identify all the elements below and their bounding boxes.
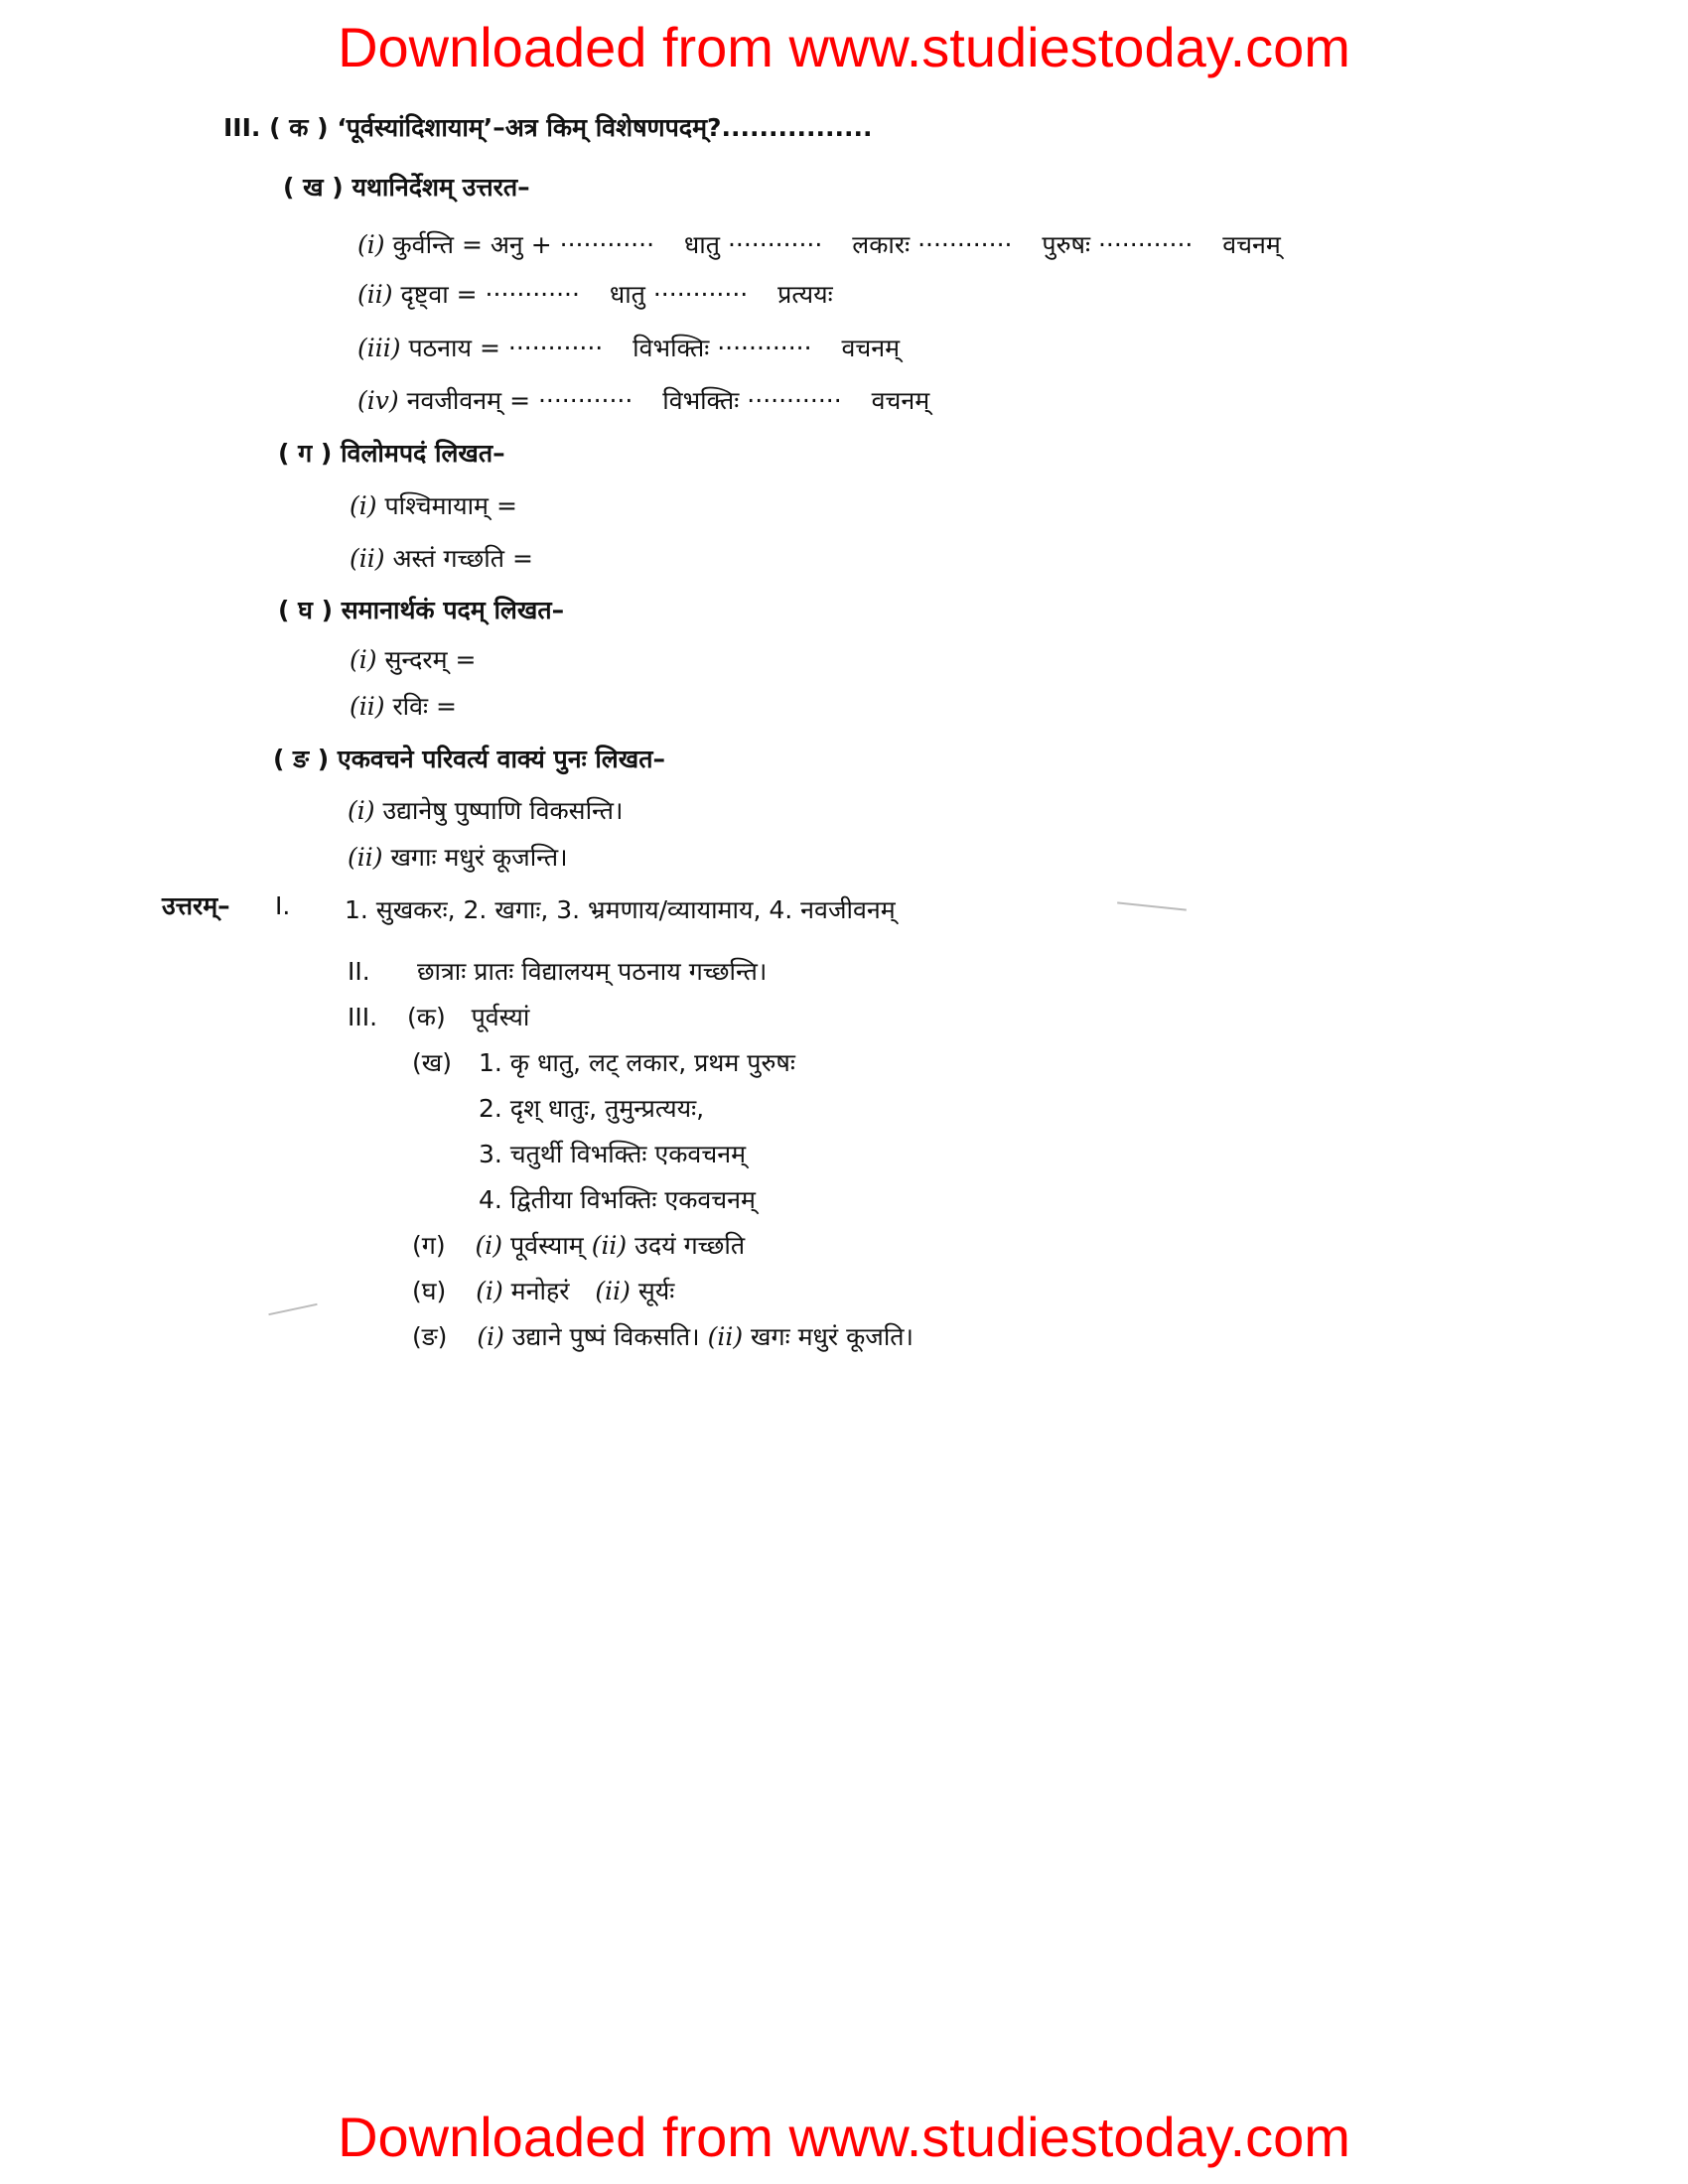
q3-nga-label: ( ङ )	[273, 745, 330, 773]
q3-ga-heading-line	[278, 437, 505, 471]
q3-ka-label: ( क )	[269, 113, 329, 142]
q3-kha-item-2	[357, 278, 833, 312]
q3-nga-heading-line	[273, 743, 665, 776]
answer-iii-gha-label: (घ)	[412, 1277, 447, 1305]
answer-iii-ka-line	[348, 1001, 529, 1034]
item-number: (i)	[348, 796, 375, 825]
answer-ii-number: II.	[348, 957, 370, 986]
item-text: रविः =	[392, 692, 457, 721]
answer-i-text: 1. सुखकरः, 2. खगाः, 3. भ्रमणाय/व्यायामाय, 4. नवजीवनम्	[345, 895, 896, 924]
answer-label: उत्तरम्–	[162, 891, 230, 920]
item-text: उद्याने पुष्पं विकसति।	[511, 1322, 700, 1351]
item-number: (i)	[477, 1322, 504, 1351]
item-text: पश्चिमायाम् =	[384, 491, 517, 520]
item-segment: दृष्ट्वा = ············	[400, 280, 580, 309]
item-number: (ii)	[707, 1322, 744, 1351]
q3-kha-item-1	[357, 228, 1281, 262]
answer-ii-text: छात्राः प्रातः विद्यालयम् पठनाय गच्छन्ति।	[417, 957, 768, 986]
item-segment: धातु ············	[609, 280, 749, 309]
answer-iii-kha-label: (ख)	[412, 1048, 452, 1077]
answer-iii-nga-line	[412, 1320, 914, 1354]
item-number: (i)	[476, 1277, 503, 1305]
answer-iii-kha-line-1: 1. कृ धातु, लट् लकार, प्रथम पुरुषः	[479, 1048, 795, 1077]
answer-iii-ga-label: (ग)	[412, 1231, 446, 1260]
answer-iii-gha-line	[412, 1275, 674, 1308]
item-segment: वचनम्	[1222, 230, 1281, 259]
item-number: (i)	[357, 230, 385, 259]
item-number: (i)	[475, 1231, 503, 1260]
item-text: सूर्यः	[637, 1277, 675, 1305]
q3-kha-item-4	[357, 384, 929, 418]
q3-number: III.	[223, 113, 261, 142]
item-number: (ii)	[357, 280, 393, 309]
q3-ka-text: ‘पूर्वस्यांदिशायाम्’–अत्र किम् विशेषणपदम्?................	[337, 113, 873, 142]
item-segment: धातु ············	[683, 230, 823, 259]
item-segment: पुरुषः ············	[1042, 230, 1194, 259]
item-segment: वचनम्	[871, 386, 930, 415]
item-segment: नवजीवनम् = ············	[406, 386, 633, 415]
item-text: अस्तं गच्छति =	[392, 544, 533, 573]
answer-iii-nga-label: (ङ)	[412, 1322, 448, 1351]
q3-ka-line	[223, 111, 872, 145]
download-banner-bottom: Downloaded from www.studiestoday.com	[338, 2106, 1350, 2168]
item-number: (ii)	[350, 544, 385, 573]
item-number: (ii)	[591, 1231, 628, 1260]
item-text: सुन्दरम् =	[384, 645, 477, 674]
q3-nga-item-1	[348, 794, 623, 828]
q3-gha-item-2	[350, 690, 457, 724]
q3-nga-item-2	[348, 841, 568, 875]
item-text: उद्यानेषु पुष्पाणि विकसन्ति।	[382, 796, 624, 825]
download-banner-top: Downloaded from www.studiestoday.com	[338, 16, 1350, 78]
item-number: (i)	[350, 491, 377, 520]
q3-gha-heading: समानार्थकं पदम् लिखत–	[341, 596, 565, 624]
scan-mark	[1117, 901, 1187, 910]
answer-iii-ga-line	[412, 1229, 745, 1263]
q3-ga-item-2	[350, 542, 533, 576]
item-text: खगाः मधुरं कूजन्ति।	[390, 843, 568, 872]
answer-iii-number: III.	[348, 1003, 378, 1031]
q3-kha-label: ( ख )	[283, 173, 344, 202]
answer-iii-ka-text: पूर्वस्यां	[471, 1003, 530, 1031]
item-segment: विभक्तिः ············	[633, 334, 812, 362]
item-segment: लकारः ············	[852, 230, 1013, 259]
q3-ga-label: ( ग )	[278, 439, 333, 468]
item-text: पूर्वस्याम्	[509, 1231, 584, 1260]
q3-ga-heading: विलोमपदं लिखत–	[341, 439, 505, 468]
q3-gha-label: ( घ )	[278, 596, 334, 624]
item-segment: वचनम्	[841, 334, 901, 362]
item-number: (i)	[350, 645, 377, 674]
item-number: (ii)	[595, 1277, 631, 1305]
answer-iii-kha-line-4: 4. द्वितीया विभक्तिः एकवचनम्	[479, 1185, 756, 1214]
answer-iii-kha-line-2: 2. दृश् धातुः, तुमुन्प्रत्ययः,	[479, 1094, 705, 1123]
q3-kha-heading: यथानिर्देशम् उत्तरत–	[352, 173, 530, 202]
item-segment: कुर्वन्ति = अनु + ············	[392, 230, 655, 259]
q3-ga-item-1	[350, 489, 517, 523]
answer-iii-kha-line-3: 3. चतुर्थी विभक्तिः एकवचनम्	[479, 1140, 747, 1168]
item-number: (ii)	[348, 843, 383, 872]
scan-mark	[268, 1303, 317, 1315]
item-text: मनोहरं	[510, 1277, 570, 1305]
item-text: उदयं गच्छति	[634, 1231, 746, 1260]
item-segment: प्रत्ययः	[777, 280, 833, 309]
answer-i-number: I.	[275, 891, 291, 920]
item-segment: विभक्तिः ············	[662, 386, 842, 415]
q3-kha-item-3	[357, 332, 900, 365]
item-segment: पठनाय = ············	[408, 334, 604, 362]
q3-gha-item-1	[350, 643, 476, 677]
item-text: खगः मधुरं कूजति।	[751, 1322, 914, 1351]
q3-nga-heading: एकवचने परिवर्त्य वाक्यं पुनः लिखत–	[337, 745, 665, 773]
answer-iii-ka-label: (क)	[406, 1003, 446, 1031]
q3-gha-heading-line	[278, 594, 564, 627]
item-number: (iv)	[357, 386, 399, 415]
item-number: (ii)	[350, 692, 385, 721]
item-number: (iii)	[357, 334, 401, 362]
q3-kha-heading-line	[283, 171, 530, 205]
